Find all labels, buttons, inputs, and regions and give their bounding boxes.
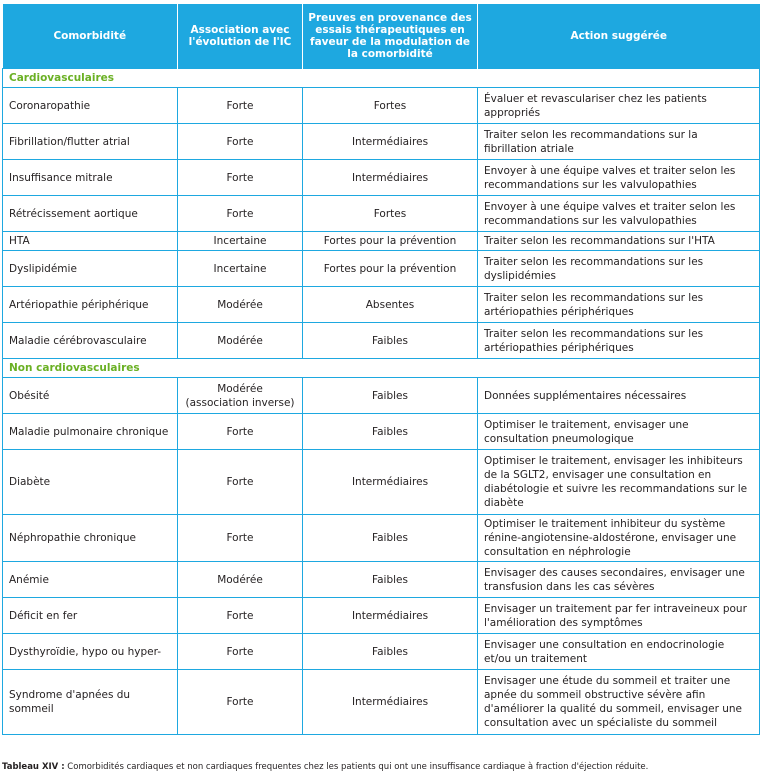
cell-association: Forte xyxy=(178,196,303,232)
cell-association: Forte xyxy=(178,515,303,562)
cell-action: Optimiser le traitement inhibiteur du système rénine-angiotensine-aldostérone, envisager une consultation en néphrologie xyxy=(478,515,760,562)
cell-evidence: Faibles xyxy=(303,562,478,598)
cell-action: Envisager un traitement par fer intraveineux pour l'amélioration des symptômes xyxy=(478,598,760,634)
cell-action: Traiter selon les recommandations sur les artériopathies périphériques xyxy=(478,287,760,323)
table-row xyxy=(3,378,760,414)
cell-association: Forte xyxy=(178,450,303,515)
header-action: Action suggérée xyxy=(478,4,760,69)
section-title: Cardiovasculaires xyxy=(3,69,760,88)
table-row xyxy=(3,160,760,196)
cell-comorbidity: Maladie cérébrovasculaire xyxy=(3,323,178,359)
cell-evidence: Faibles xyxy=(303,414,478,450)
cell-association: Modérée xyxy=(178,323,303,359)
table-body xyxy=(3,69,760,735)
cell-comorbidity: Fibrillation/flutter atrial xyxy=(3,124,178,160)
cell-action: Évaluer et revasculariser chez les patients appropriés xyxy=(478,88,760,124)
cell-comorbidity: Maladie pulmonaire chronique xyxy=(3,414,178,450)
cell-action: Envisager des causes secondaires, envisager une transfusion dans les cas sévères xyxy=(478,562,760,598)
header-comorbidity: Comorbidité xyxy=(3,4,178,69)
cell-association: Forte xyxy=(178,160,303,196)
table-row xyxy=(3,598,760,634)
table-row xyxy=(3,634,760,670)
header-association: Association avec l'évolution de l'IC xyxy=(178,4,303,69)
cell-evidence: Intermédiaires xyxy=(303,598,478,634)
cell-evidence: Faibles xyxy=(303,515,478,562)
cell-action: Envoyer à une équipe valves et traiter selon les recommandations sur les valvulopathies xyxy=(478,196,760,232)
cell-comorbidity: Anémie xyxy=(3,562,178,598)
table-row xyxy=(3,414,760,450)
cell-comorbidity: Rétrécissement aortique xyxy=(3,196,178,232)
cell-comorbidity: HTA xyxy=(3,232,178,251)
table-caption xyxy=(2,762,648,772)
cell-action: Optimiser le traitement, envisager une consultation pneumologique xyxy=(478,414,760,450)
cell-association: Forte xyxy=(178,88,303,124)
cell-evidence: Fortes pour la prévention xyxy=(303,232,478,251)
cell-evidence: Intermédiaires xyxy=(303,160,478,196)
cell-association: Forte xyxy=(178,598,303,634)
cell-comorbidity: Néphropathie chronique xyxy=(3,515,178,562)
cell-association: Incertaine xyxy=(178,232,303,251)
table-row xyxy=(3,88,760,124)
table-row xyxy=(3,323,760,359)
cell-action: Envisager une consultation en endocrinologie et/ou un traitement xyxy=(478,634,760,670)
cell-comorbidity: Syndrome d'apnées du sommeil xyxy=(3,670,178,735)
section-title: Non cardiovasculaires xyxy=(3,359,760,378)
cell-action: Optimiser le traitement, envisager les inhibiteurs de la SGLT2, envisager une consultation en diabétologie et suivre les recommandations sur le diabète xyxy=(478,450,760,515)
cell-association: Forte xyxy=(178,634,303,670)
cell-association: Incertaine xyxy=(178,251,303,287)
cell-association: Modérée xyxy=(178,287,303,323)
table-row xyxy=(3,450,760,515)
cell-action: Traiter selon les recommandations sur la fibrillation atriale xyxy=(478,124,760,160)
cell-evidence: Faibles xyxy=(303,378,478,414)
cell-comorbidity: Obésité xyxy=(3,378,178,414)
cell-comorbidity: Dysthyroïdie, hypo ou hyper- xyxy=(3,634,178,670)
cell-comorbidity: Déficit en fer xyxy=(3,598,178,634)
cell-association: Modérée xyxy=(178,562,303,598)
cell-action: Envisager une étude du sommeil et traiter une apnée du sommeil obstructive sévère afin d'améliorer la qualité du sommeil, envisager une consultation avec un spécialiste du sommeil xyxy=(478,670,760,735)
cell-evidence: Faibles xyxy=(303,634,478,670)
comorbidity-table xyxy=(2,4,760,735)
cell-action: Traiter selon les recommandations sur les artériopathies périphériques xyxy=(478,323,760,359)
section-row xyxy=(3,69,760,88)
table-row xyxy=(3,232,760,251)
table-row xyxy=(3,124,760,160)
cell-comorbidity: Dyslipidémie xyxy=(3,251,178,287)
cell-association: Forte xyxy=(178,414,303,450)
cell-association: Forte xyxy=(178,670,303,735)
cell-action: Traiter selon les recommandations sur les dyslipidémies xyxy=(478,251,760,287)
table-row xyxy=(3,287,760,323)
cell-evidence: Intermédiaires xyxy=(303,124,478,160)
cell-evidence: Intermédiaires xyxy=(303,450,478,515)
table-row xyxy=(3,515,760,562)
cell-comorbidity: Diabète xyxy=(3,450,178,515)
cell-action: Données supplémentaires nécessaires xyxy=(478,378,760,414)
cell-action: Traiter selon les recommandations sur l'HTA xyxy=(478,232,760,251)
cell-evidence: Fortes xyxy=(303,196,478,232)
cell-evidence: Intermédiaires xyxy=(303,670,478,735)
comorbidity-table-container xyxy=(2,4,759,735)
cell-comorbidity: Coronaropathie xyxy=(3,88,178,124)
cell-evidence: Fortes xyxy=(303,88,478,124)
cell-association: Modérée (association inverse) xyxy=(178,378,303,414)
cell-evidence: Fortes pour la prévention xyxy=(303,251,478,287)
table-row xyxy=(3,196,760,232)
table-row xyxy=(3,251,760,287)
header-evidence: Preuves en provenance des essais thérapeutiques en faveur de la modulation de la comorbidité xyxy=(303,4,478,69)
table-row xyxy=(3,670,760,735)
table-header-row xyxy=(3,4,760,69)
cell-comorbidity: Artériopathie périphérique xyxy=(3,287,178,323)
cell-comorbidity: Insuffisance mitrale xyxy=(3,160,178,196)
cell-action: Envoyer à une équipe valves et traiter selon les recommandations sur les valvulopathies xyxy=(478,160,760,196)
section-row xyxy=(3,359,760,378)
cell-association: Forte xyxy=(178,124,303,160)
caption-label: Tableau XIV : xyxy=(2,762,65,772)
caption-text: Comorbidités cardiaques et non cardiaques frequentes chez les patients qui ont une insuffisance cardiaque à fraction d'éjection réduite. xyxy=(64,762,649,772)
cell-evidence: Absentes xyxy=(303,287,478,323)
table-row xyxy=(3,562,760,598)
cell-evidence: Faibles xyxy=(303,323,478,359)
